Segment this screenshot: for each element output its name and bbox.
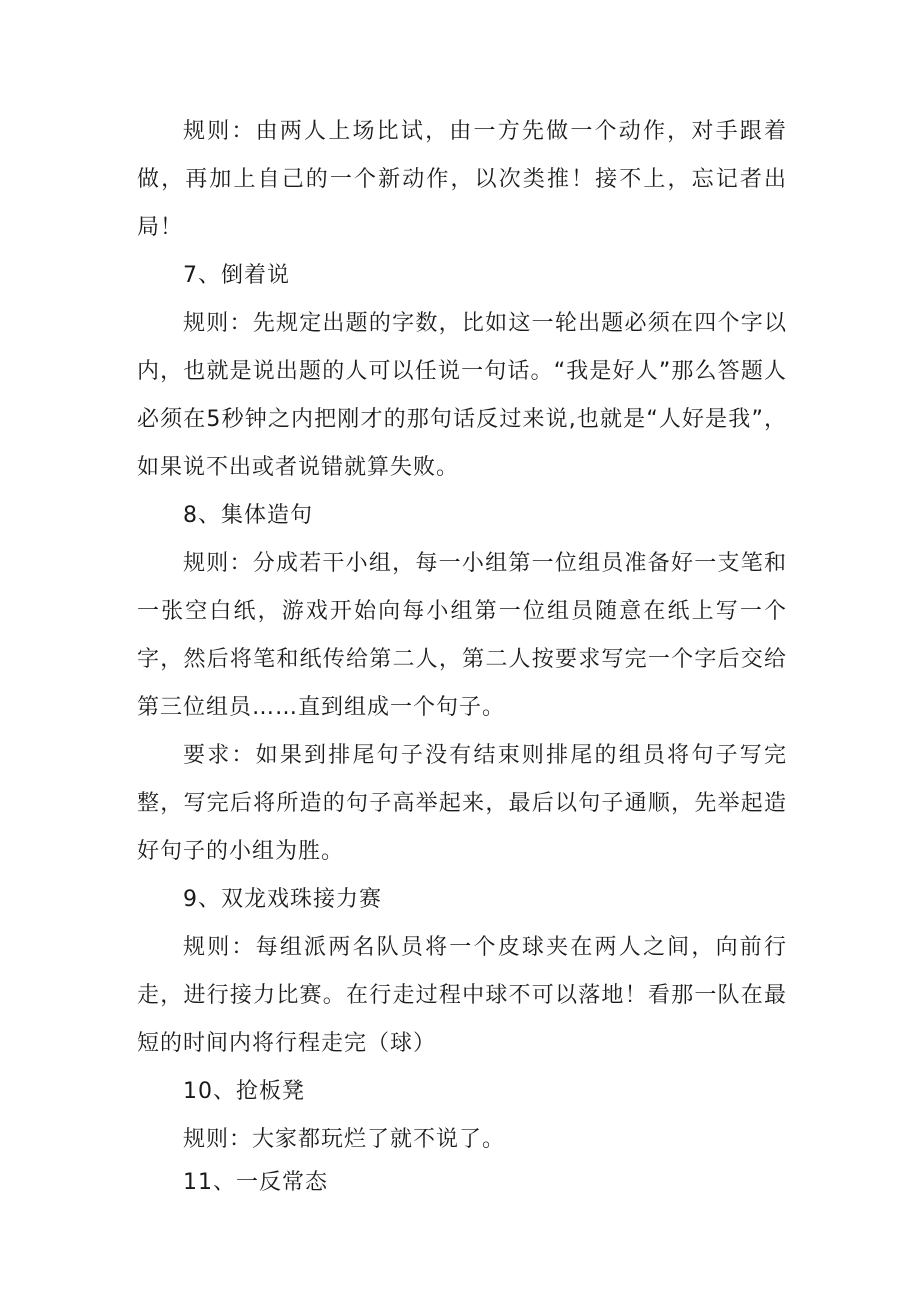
document-body: [137, 108, 787, 1202]
rule-paragraph-6: 规则：由两人上场比试，由一方先做一个动作，对手跟着做，再加上自己的一个新动作，以次类推！接不上，忘记者出局！: [137, 119, 787, 240]
section-heading-7: 7、倒着说: [183, 263, 290, 288]
section-heading-9: 9、双龙戏珠接力赛: [183, 887, 382, 912]
rule-paragraph-9: 规则：每组派两名队员将一个皮球夹在两人之间，向前行走，进行接力比赛。在行走过程中球不可以落地！看那一队在最短的时间内将行程走完（球）: [137, 935, 787, 1056]
rule-paragraph-7: 规则：先规定出题的字数，比如这一轮出题必须在四个字以内，也就是说出题的人可以任说一句话。“我是好人”那么答题人必须在5秒钟之内把刚才的那句话反过来说,也就是“人好是我”，如果说不出或者说错就算失败。: [137, 311, 787, 480]
rule-paragraph-8: 规则：分成若干小组，每一小组第一位组员准备好一支笔和一张空白纸，游戏开始向每小组第一位组员随意在纸上写一个字，然后将笔和纸传给第二人，第二人按要求写完一个字后交给第三位组员……直到组成一个句子。: [137, 551, 787, 720]
requirement-paragraph-8: 要求：如果到排尾句子没有结束则排尾的组员将句子写完整，写完后将所造的句子高举起来，最后以句子通顺，先举起造好句子的小组为胜。: [137, 743, 787, 864]
section-heading-11: 11、一反常态: [183, 1170, 328, 1195]
rule-paragraph-10: 规则：大家都玩烂了就不说了。: [183, 1127, 506, 1152]
section-heading-8: 8、集体造句: [183, 503, 313, 528]
section-heading-10: 10、抢板凳: [183, 1079, 305, 1104]
